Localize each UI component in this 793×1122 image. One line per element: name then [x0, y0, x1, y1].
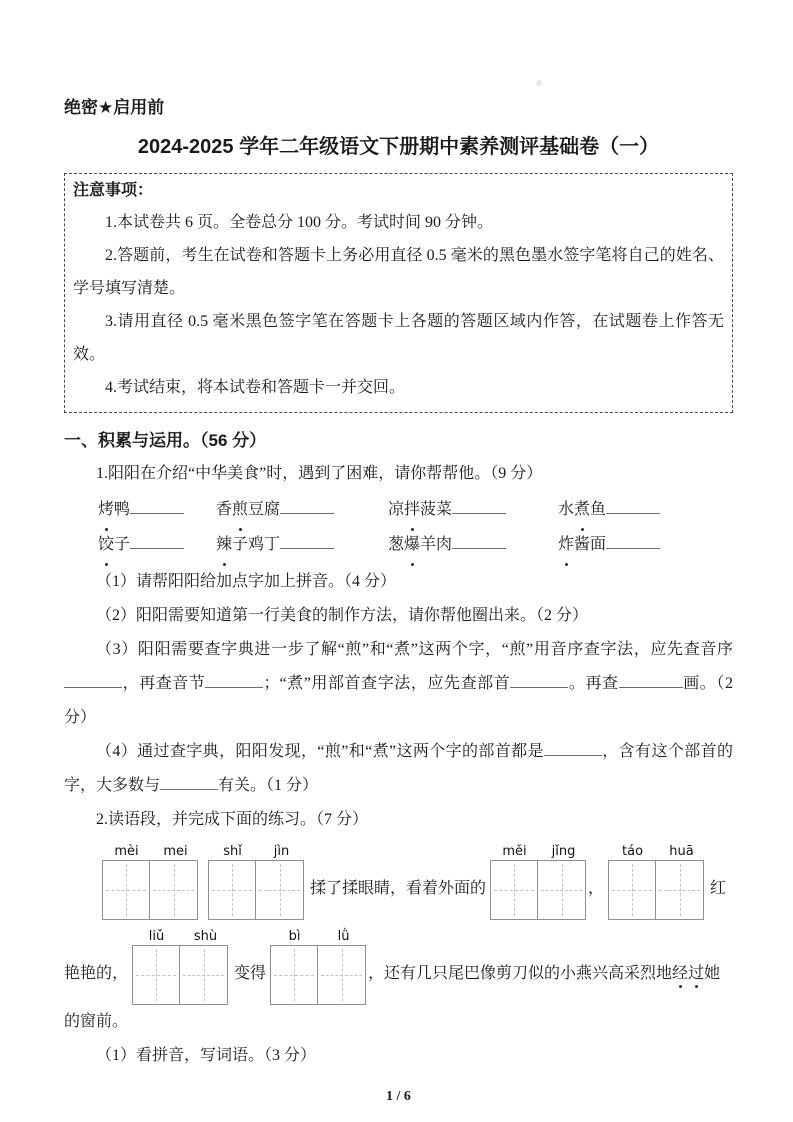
- dotted-char: 煮: [574, 492, 590, 527]
- dotted-char: 煎: [232, 492, 248, 527]
- food-blank: [606, 498, 660, 514]
- food-list: [64, 492, 733, 562]
- q2-sub1: （1）看拼音，写词语。（3 分）: [96, 1047, 317, 1064]
- food-text: 香: [216, 501, 233, 518]
- tianzige-box: [538, 860, 586, 920]
- passage-text: ，: [588, 880, 605, 897]
- food-blank: [606, 533, 660, 549]
- tianzige-box: [102, 860, 150, 920]
- pinyin-label: jìn: [273, 844, 290, 859]
- food-text: 鸭: [114, 501, 131, 518]
- fill-blank: [64, 672, 122, 688]
- food-item: [216, 492, 388, 527]
- pinyin-grid-group: [270, 928, 368, 1005]
- dotted-char: 辣: [216, 527, 232, 562]
- pinyin-grid-group: [208, 843, 306, 920]
- notice-item: 2.答题前，考生在试卷和答题卡上务必用直径 0.5 毫米的黑色墨水签字笔将自己的姓名、学号填写清楚。: [73, 247, 724, 297]
- q1-sub3-text: （3）阳阳需要查字典进一步了解“煎”和“煮”这两个字，“煎”用音序查字法，应先查音序: [96, 641, 733, 658]
- notice-box: [64, 173, 733, 413]
- tianzige-box: [490, 860, 538, 920]
- food-blank: [280, 533, 334, 549]
- food-item: [558, 527, 733, 562]
- food-blank: [452, 498, 506, 514]
- food-item: [558, 492, 733, 527]
- passage-line-2: [64, 928, 733, 1005]
- q1-stem: 1.阳阳在介绍“中华美食”时，遇到了困难，请你帮帮他。（9 分）: [96, 465, 543, 482]
- food-row: [98, 492, 733, 527]
- pinyin-label: mèi: [114, 844, 139, 859]
- food-text: 水: [558, 501, 575, 518]
- q2-stem: 2.读语段，并完成下面的练习。（7 分）: [96, 811, 369, 828]
- passage-text: 艳艳的，: [64, 965, 129, 982]
- tianzige-box: [270, 945, 318, 1005]
- pinyin-label: bì: [288, 929, 301, 944]
- food-text: 羊肉: [420, 536, 453, 553]
- food-item: [216, 527, 388, 562]
- passage-text: ，还有几只尾巴像剪刀似的小燕兴高采烈地: [368, 965, 673, 982]
- pinyin-label: shù: [193, 929, 218, 944]
- notice-item: 4.考试结束，将本试卷和答题卡一并交回。: [105, 379, 406, 396]
- q1-sub4: [64, 735, 733, 803]
- notice-heading: 注意事项：: [73, 182, 154, 199]
- food-item: [98, 527, 216, 562]
- fill-blank: [544, 740, 602, 756]
- tianzige-box: [150, 860, 198, 920]
- passage-line-1: [64, 843, 733, 920]
- food-text: 葱: [388, 536, 405, 553]
- tianzige-box: [656, 860, 704, 920]
- tianzige-box: [180, 945, 228, 1005]
- fill-blank: [205, 672, 263, 688]
- food-text: 菠菜: [420, 501, 453, 518]
- food-blank: [280, 498, 334, 514]
- food-item: [98, 492, 216, 527]
- q1-sub3-text: ；“煮”用部首查字法，应先查部首: [263, 675, 511, 692]
- food-text: 豆腐: [248, 501, 281, 518]
- dotted-char: 爆: [404, 527, 420, 562]
- q1-sub4-text: ，含有这个部首的字，大多数与: [64, 743, 733, 794]
- food-text: 子鸡丁: [232, 536, 281, 553]
- exam-title: 2024-2025 学年二年级语文下册期中素养测评基础卷（一）: [137, 136, 660, 158]
- q1-sub4-text: （4）通过查字典，阳阳发现，“煎”和“煮”这两个字的部首都是: [96, 743, 544, 760]
- pinyin-grid-group: [490, 843, 588, 920]
- tianzige-box: [608, 860, 656, 920]
- food-blank: [452, 533, 506, 549]
- emphasis-dot-char: 经: [672, 965, 689, 982]
- pinyin-label: liǔ: [148, 929, 165, 944]
- pinyin-grid-group: [608, 843, 706, 920]
- pinyin-grid-group: [132, 928, 230, 1005]
- passage-text: [368, 964, 720, 984]
- food-text: 凉: [388, 501, 405, 518]
- dotted-char: 饺: [98, 527, 114, 562]
- food-row: [98, 527, 733, 562]
- emphasis-dot-char: 过: [688, 965, 705, 982]
- pinyin-label: huā: [669, 844, 694, 859]
- pinyin-label: jǐng: [551, 844, 576, 859]
- page-number: 1 / 6: [386, 1089, 411, 1104]
- passage-text: 红: [710, 880, 727, 897]
- fill-blank: [619, 672, 683, 688]
- pinyin-label: mei: [163, 844, 188, 859]
- pinyin-grid-group: [102, 843, 200, 920]
- passage-line-3: 的窗前。: [64, 1013, 129, 1030]
- food-text: 鱼: [590, 501, 607, 518]
- q1-sub3: [64, 633, 733, 735]
- food-text: 子: [114, 536, 131, 553]
- dotted-char: 炸: [558, 527, 574, 562]
- passage-text: 她: [704, 965, 721, 982]
- dotted-char: 烤: [98, 492, 114, 527]
- pinyin-label: shǐ: [223, 844, 242, 859]
- food-item: [388, 527, 558, 562]
- food-item: [388, 492, 558, 527]
- food-blank: [130, 533, 184, 549]
- q1-sub3-text: ，再查音节: [122, 675, 206, 692]
- food-blank: [130, 498, 184, 514]
- notice-item: 3.请用直径 0.5 毫米黑色签字笔在答题卡上各题的答题区域内作答，在试题卷上作答无效。: [73, 313, 724, 363]
- q1-sub1: （1）请帮阳阳给加点字加上拼音。（4 分）: [96, 573, 397, 590]
- food-text: 酱面: [574, 536, 607, 553]
- passage-text: 变得: [234, 965, 267, 982]
- passage-text: 揉了揉眼睛，看着外面的: [310, 880, 487, 897]
- q1-sub3-text: 画。（2 分）: [64, 675, 733, 726]
- tianzige-box: [256, 860, 304, 920]
- tianzige-box: [318, 945, 366, 1005]
- security-classification-label: 绝密★启用前: [64, 98, 165, 117]
- notice-item: 1.本试卷共 6 页。全卷总分 100 分。考试时间 90 分钟。: [105, 214, 494, 231]
- fill-blank: [160, 774, 218, 790]
- tianzige-box: [132, 945, 180, 1005]
- q1-sub2: （2）阳阳需要知道第一行美食的制作方法，请你帮他圈出来。（2 分）: [96, 607, 589, 624]
- pinyin-label: lǜ: [337, 929, 350, 944]
- pinyin-label: měi: [502, 844, 527, 859]
- q1-sub3-text: 。再查: [568, 675, 619, 692]
- tianzige-box: [208, 860, 256, 920]
- fill-blank: [510, 672, 568, 688]
- pinyin-label: táo: [622, 844, 644, 859]
- section-heading: 一、积累与运用。（56 分）: [64, 431, 267, 450]
- dotted-char: 拌: [404, 492, 420, 527]
- q1-sub4-text: 有关。（1 分）: [218, 777, 319, 794]
